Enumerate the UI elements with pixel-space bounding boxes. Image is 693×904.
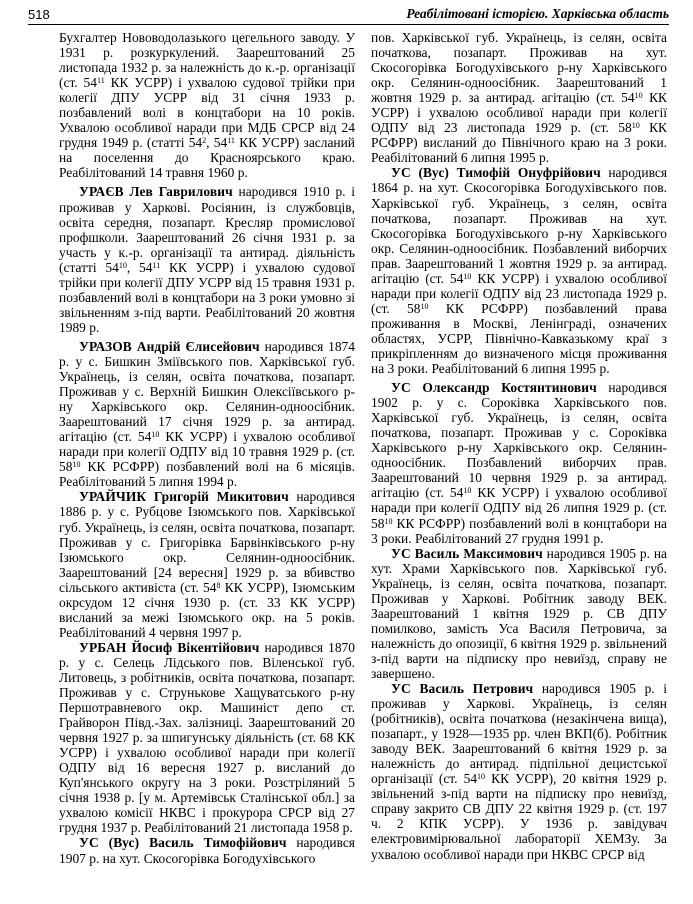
continuation-text: пов. Харківської губ. Українець, із селян, освіта початкова, позапарт. Проживав на хут. Скосогорівка Богодухівського р-ну Харківського окр. Селянин-одноосібник. Заарештований 1 жовтня 1929 р. за антирад. агітацію (ст. $54^{10}$ КК УСРР) і ухвалою особливої наради при колегії ОДПУ від 23 листопада 1929 р. (ст. $58^{10}$ КК РСФРР) висланий до Північного краю на 3 роки. Реабілітований 6 липня 1995 р. — [371, 30, 667, 166]
superscript: 11 — [227, 136, 235, 146]
entry-name: УРАЄВ Лев Гаврилович — [79, 184, 233, 200]
superscript: 10 — [631, 121, 640, 131]
entry-text: народився 1870 р. у с. Селець Лідського пов. Віленської губ. Литовець, з робітників, освіта початкова, позапарт. Проживав у с. Струнькове Хащуватського р-ну Першотравневого окр. Машиніст депо ст. Грайворон Півд.-Зах. залізниці. Заарештований 20 червня 1927 р. за шпигунську діяльність (ст. 68 КК УСРР) і ухвалою особливої наради при колегії ОДПУ від 16 вересня 1927 р. висланий до Куп'янського округу на 3 роки. Розстріляний 5 січня 1938 р. [у м. Артемівськ Сталінської обл.] за ухвалою комісії НКВС і прокурора СРСР від 27 грудня 1937 р. Реабілітований 21 листопада 1958 р. — [59, 639, 355, 836]
entry-name: УРАЙЧИК Григорій Микитович — [79, 489, 289, 505]
continuation-text: Бухгалтер Нововодолазького цегельного заводу. У 1931 р. розкуркулений. Заарештований 25 листопада 1932 р. за належність до к.-р. організації (ст. $54^{11}$ КК УСРР) і ухвалою судової трійки при колегії ДПУ УСРР від 31 січня 1933 р. позбавлений волі в концтабори на 10 років. Ухвалою особливої наради при МДБ СРСР від 24 грудня 1949 р. (статті $54^2$, $54^{11}$ КК УСРР) засланий на поселення до Красноярського краю. Реабілітований 14 травня 1960 р. — [59, 30, 355, 181]
entry-text: народився 1907 р. на хут. Скосогорівка Богодухівського — [59, 835, 355, 866]
superscript: 11 — [96, 76, 105, 86]
right-column — [371, 30, 667, 862]
entry-text: народився 1864 р. на хут. Скосогорівка Богодухівського пов. Харківської губ. Українець, з селян, освіта початкова, позапарт. Проживав на хут. Скосогорівка Богодухівського р-ну Харківського окр. Селянин-одноосібник. Позбавлений виборчих прав. Заарештований 1 жовтня 1929 р. за антирад. агітацію (ст. $54^{10}$ КК УСРР) і ухвалою особливої наради при колегії ОДПУ від 23 листопада 1929 р. (ст. $58^{10}$ КК РСФРР) позбавлений права проживання в Москві, Ленінграді, означених областях, УСРР, Північно-Кавказькому краї з прикріпленням до визначеного місця проживання на 3 роки. Реабілітований 6 липня 1995 р. — [371, 165, 667, 377]
superscript: 10 — [151, 430, 160, 440]
entry-name: УС Василь Максимович — [391, 545, 543, 561]
entry — [59, 835, 355, 865]
superscript: 2 — [202, 136, 207, 146]
entry-text: народився 1905 р. на хут. Храми Харківського пов. Харківської губ. Українець, із селян, освіта початкова, позапарт. Проживав у Харкові. Робітник заводу ВЕК. Заарештований 1 квітня 1929 р. СВ ДПУ помилково, замість Уса Василя Петровича, за належність до опозиції, 6 квітня 1929 р. звільнений з-під варти на підписку про невиїзд, справу не завершено. — [371, 545, 667, 681]
left-column — [59, 30, 355, 866]
entry — [59, 339, 355, 489]
superscript: 10 — [463, 271, 472, 281]
page-number: 518 — [28, 7, 50, 22]
page-header — [28, 0, 669, 25]
entry-text: народився 1902 р. у с. Сороківка Харківського пов. Харківської губ. Українець, із селян, освіта початкова, позапарт. Проживав у с. Сороківка Харківського р-ну Харківського окр. Селянин-одноосібник. Позбавлений виборчих прав. Заарештований 10 червня 1929 р. за антирад. агітацію (ст. $54^{10}$ КК УСРР) і ухвалою особливої наради при колегії ОДПУ від 26 липня 1929 р. (ст. $58^{10}$ КК РСФРР) позбавлений волі в концтабори на 3 роки. Реабілітований 27 грудня 1991 р. — [371, 380, 667, 546]
entry — [371, 546, 667, 681]
entry — [371, 380, 667, 546]
entry-text: народився 1910 р. і проживав у Харкові. Росіянин, із службовців, освіта середня, позапарт. Кресляр промислової профшколи. Заарештований 26 січня 1931 р. за участь у к.-р. організації та антирад. діяльність (статті $54^{10}$, $54^{11}$ КК УСРР) і ухвалою судової трійки при колегії ДПУ УСРР від 15 травня 1931 р. позбавлений волі в концтабори на 3 роки умовно зі звільненням з-під варти. Реабілітований 20 жовтня 1989 р. — [59, 184, 355, 335]
superscript: 10 — [477, 772, 486, 782]
entry-name: УС Василь Петрович — [391, 681, 534, 697]
entry-text: народився 1886 р. у с. Рубцове Ізюмського пов. Харківської губ. Українець, із селян, освіта початкова, позапарт. Проживав у с. Григорівка Барвінківського р-ну Ізюмського окр. Селянин-одноосібник. Заарештований [24 вересня] 1929 р. за вбивство сільського активіста (ст. $54^8$ КК УСРР), Ізюмським окрсудом 12 січня 1930 р. (ст. 33 КК УСРР) висланий за межі Ізюмського окр. на 5 років. Реабілітований 4 червня 1997 р. — [59, 489, 355, 640]
entry-text: народився 1905 р. і проживав у Харкові. Українець, із селян (робітників), освіта початкова (незакінчена вища), позапарт., у 1928—1935 рр. член ВКП(б). Робітник заводу ВЕК. Заарештований 6 квітня 1929 р. за належність до антирад. підпільної децистської організації (ст. $54^{10}$ КК УСРР), 20 квітня 1929 р. звільнений з-під варти на підписку про невиїзд, справу закрито СВ ДПУ 22 квітня 1929 р. (ст. 197 ч. 2 КПК УСРР). У 1936 р. завідувач електровимірювальної лабораторії ХЕМЗу. За ухвалою особливої наради при НКВС СРСР від — [371, 681, 667, 862]
superscript: 10 — [118, 260, 127, 270]
entry — [59, 640, 355, 836]
entry — [371, 165, 667, 376]
entry — [59, 489, 355, 639]
entry-name: УС (Вус) Василь Тимофійович — [79, 835, 287, 851]
superscript: 10 — [634, 91, 643, 101]
entry-name: УРАЗОВ Андрій Єлисейович — [79, 338, 260, 354]
superscript: 10 — [420, 301, 429, 311]
entry — [371, 681, 667, 862]
superscript: 11 — [152, 260, 161, 270]
entry-name: УС Олександр Костянтинович — [391, 380, 597, 396]
entry — [59, 184, 355, 334]
entry-name: УРБАН Йосиф Вікентійович — [79, 639, 260, 655]
superscript: 8 — [216, 580, 221, 590]
entry-text: народився 1874 р. у с. Бишкин Зміївського пов. Харківської губ. Українець, із селян, освіта початкова, позапарт. Проживав у с. Верхній Бишкин Олексіївського р-ну Харківського окр. Селянин-одноосібник. Заарештований 17 січня 1929 р. за антирад. агітацію (ст. $54^{10}$ КК УСРР) і ухвалою особливої наради при колегії ОДПУ від 10 травня 1929 р. (ст. $58^{10}$ КК РСФРР) позбавлений волі на 6 місяців. Реабілітований 5 липня 1994 р. — [59, 338, 355, 490]
superscript: 10 — [72, 460, 81, 470]
superscript: 10 — [463, 486, 472, 496]
running-title: Реабілітовані історією. Харківська область — [406, 6, 669, 21]
entry-name: УС (Вус) Тимофій Онуфрійович — [391, 165, 601, 181]
superscript: 10 — [384, 516, 393, 526]
